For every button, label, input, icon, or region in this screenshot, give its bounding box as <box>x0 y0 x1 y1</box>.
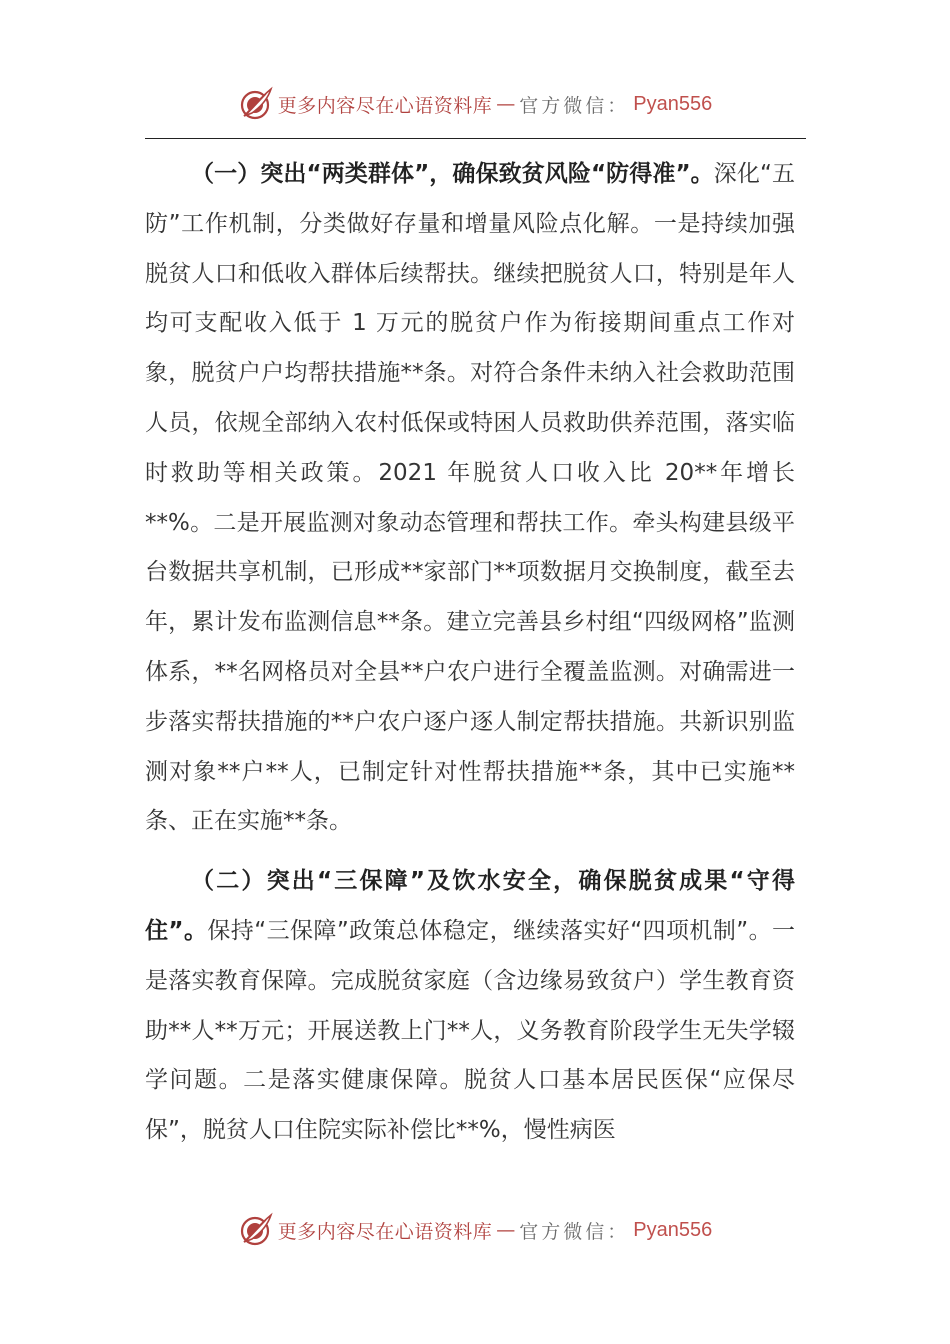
banner-separator: — <box>496 1219 516 1241</box>
banner-slogan: 更多内容尽在心语资料库 <box>277 94 493 117</box>
header-divider <box>145 138 806 139</box>
paragraph-1-heading: （一）突出“两类群体”，确保致贫风险“防得准”。 <box>191 161 714 187</box>
banner-wechat-id: Pyan556 <box>633 92 713 115</box>
paragraph-2-heading: （二）突出“三保障”及饮水安全，确保脱贫成果“守得住”。 <box>145 868 795 944</box>
footer-banner <box>0 1210 950 1250</box>
paragraph-1-body: 深化“五防”工作机制，分类做好存量和增量风险点化解。一是持续加强脱贫人口和低收入群体后续帮扶。继续把脱贫人口，特别是年人均可支配收入低于 1 万元的脱贫户作为衔接期间重点工作对象，脱贫户户均帮扶措施**条。对符合条件未纳入社会救助范围人员，依规全部纳入农村低保或特困人员救助供养范围，落实临时救助等相关政策。2021 年脱贫人口收入比 20**年增长**%。二是开展监测对象动态管理和帮扶工作。牵头构建县级平台数据共享机制，已形成**家部门**项数据月交换制度，截至去年，累计发布监测信息**条。建立完善县乡村组“四级网格”监测体系，**名网格员对全县**户农户进行全覆盖监测。对确需进一步落实帮扶措施的**户农户逐户逐人制定帮扶措施。共新识别监测对象**户**人，已制定针对性帮扶措施**条，其中已实施**条、正在实施**条。 <box>145 161 796 835</box>
banner-slogan: 更多内容尽在心语资料库 <box>277 1220 493 1243</box>
quill-logo-icon <box>238 86 274 122</box>
banner-separator: — <box>496 93 516 115</box>
paragraph-2-body: 保持“三保障”政策总体稳定，继续落实好“四项机制”。一是落实教育保障。完成脱贫家庭（含边缘易致贫户）学生教育资助**人**万元；开展送教上门**人，义务教育阶段学生无失学辍学问题。二是落实健康保障。脱贫人口基本居民医保“应保尽保”，脱贫人口住院实际补偿比**%，慢性病医 <box>145 917 795 1144</box>
banner-wechat-label: 官方微信： <box>519 94 630 117</box>
document-body <box>145 150 795 1156</box>
banner-wechat-label: 官方微信： <box>519 1220 630 1243</box>
banner-wechat-id: Pyan556 <box>633 1218 713 1241</box>
paragraph-1 <box>145 150 795 847</box>
paragraph-2 <box>145 857 795 1156</box>
header-banner <box>0 84 950 124</box>
quill-logo-icon <box>238 1212 274 1248</box>
